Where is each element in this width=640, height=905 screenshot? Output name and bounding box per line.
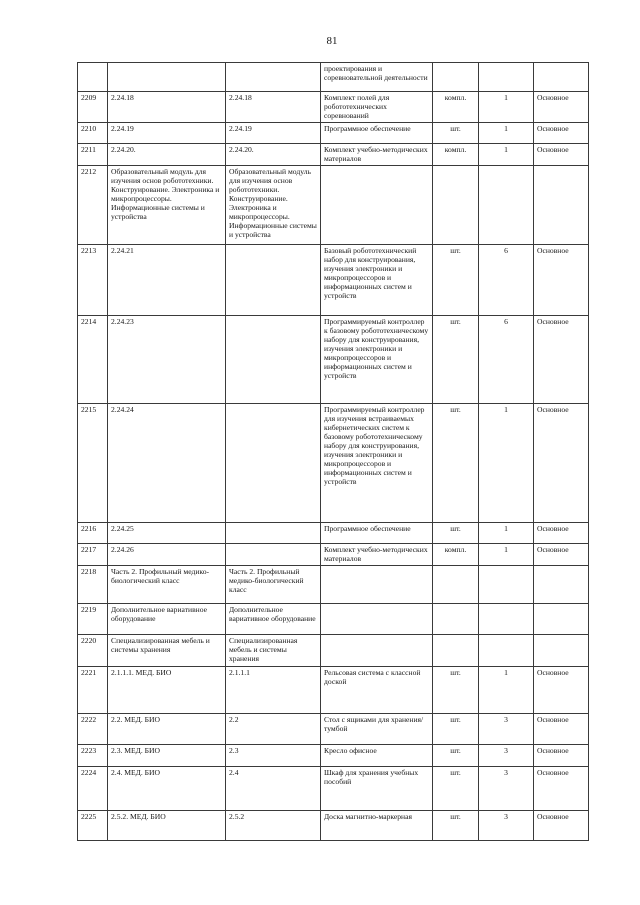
unit-cell — [433, 635, 479, 667]
code-cell: 2.24.25 — [108, 523, 226, 544]
code-2-cell: 2.3 — [226, 745, 321, 767]
unit-cell: шт. — [433, 667, 479, 714]
quantity-cell: 1 — [479, 544, 534, 566]
quantity-cell: 3 — [479, 767, 534, 811]
code-2-cell: 2.4 — [226, 767, 321, 811]
category-cell: Основное — [534, 745, 589, 767]
row-number-cell: 2214 — [78, 316, 108, 404]
name-cell: Комплект полей для робототехнических соревнований — [321, 92, 433, 123]
category-cell — [534, 166, 589, 245]
name-cell: Программируемый контроллер для изучения встраиваемых кибернетических систем к базовому робототехническому набору для конструирования, изучения электроники и микропроцессоров и информационных систем и устройств — [321, 404, 433, 523]
code-2-cell: 2.24.18 — [226, 92, 321, 123]
unit-cell: шт. — [433, 123, 479, 144]
code-cell: Специализированная мебель и системы хранения — [108, 635, 226, 667]
table-row — [78, 404, 589, 523]
quantity-cell — [479, 63, 534, 92]
name-cell: Доска магнитно-маркерная — [321, 811, 433, 841]
row-number-cell: 2223 — [78, 745, 108, 767]
category-cell: Основное — [534, 245, 589, 316]
name-cell: Шкаф для хранения учебных пособий — [321, 767, 433, 811]
name-cell: Кресло офисное — [321, 745, 433, 767]
quantity-cell: 6 — [479, 245, 534, 316]
row-number-cell: 2216 — [78, 523, 108, 544]
row-number-cell: 2225 — [78, 811, 108, 841]
equipment-table — [77, 62, 589, 841]
category-cell: Основное — [534, 714, 589, 745]
category-cell: Основное — [534, 92, 589, 123]
code-cell: 2.4. МЕД. БИО — [108, 767, 226, 811]
code-2-cell: Образовательный модуль для изучения основ робототехники. Конструирование. Электроника и микропроцессоры. Информационные системы и устройства — [226, 166, 321, 245]
unit-cell: шт. — [433, 404, 479, 523]
category-cell — [534, 604, 589, 635]
category-cell — [534, 63, 589, 92]
code-2-cell: 2.24.20. — [226, 144, 321, 166]
table-row — [78, 544, 589, 566]
code-cell: 2.24.26 — [108, 544, 226, 566]
table-row — [78, 714, 589, 745]
code-2-cell — [226, 316, 321, 404]
code-2-cell: Специализированная мебель и системы хранения — [226, 635, 321, 667]
unit-cell: шт. — [433, 767, 479, 811]
quantity-cell: 1 — [479, 144, 534, 166]
row-number-cell: 2219 — [78, 604, 108, 635]
category-cell: Основное — [534, 544, 589, 566]
row-number-cell: 2220 — [78, 635, 108, 667]
code-cell: 2.24.24 — [108, 404, 226, 523]
unit-cell — [433, 566, 479, 604]
table-row — [78, 245, 589, 316]
code-cell: 2.24.21 — [108, 245, 226, 316]
code-cell — [108, 63, 226, 92]
table-row — [78, 123, 589, 144]
table-row — [78, 523, 589, 544]
code-2-cell — [226, 404, 321, 523]
table-row — [78, 166, 589, 245]
category-cell: Основное — [534, 667, 589, 714]
code-cell: 2.3. МЕД. БИО — [108, 745, 226, 767]
quantity-cell: 1 — [479, 92, 534, 123]
name-cell: Базовый робототехнический набор для конструирования, изучения электроники и микропроцессоров и информационных систем и устройств — [321, 245, 433, 316]
unit-cell — [433, 604, 479, 635]
category-cell — [534, 635, 589, 667]
name-cell — [321, 166, 433, 245]
code-2-cell — [226, 63, 321, 92]
unit-cell: компл. — [433, 92, 479, 123]
category-cell: Основное — [534, 123, 589, 144]
quantity-cell — [479, 566, 534, 604]
name-cell — [321, 566, 433, 604]
code-cell: Образовательный модуль для изучения основ робототехники. Конструирование. Электроника и микропроцессоры. Информационные системы и устройства — [108, 166, 226, 245]
code-2-cell: Часть 2. Профильный медико-биологический класс — [226, 566, 321, 604]
quantity-cell: 1 — [479, 123, 534, 144]
page-number: 81 — [326, 35, 338, 47]
category-cell: Основное — [534, 767, 589, 811]
name-cell — [321, 604, 433, 635]
quantity-cell — [479, 604, 534, 635]
row-number-cell — [78, 63, 108, 92]
code-2-cell — [226, 523, 321, 544]
unit-cell: компл. — [433, 544, 479, 566]
code-cell: Часть 2. Профильный медико-биологический класс — [108, 566, 226, 604]
row-number-cell: 2218 — [78, 566, 108, 604]
code-2-cell: 2.1.1.1 — [226, 667, 321, 714]
table-row — [78, 635, 589, 667]
code-2-cell: Дополнительное вариативное оборудование — [226, 604, 321, 635]
table-row — [78, 316, 589, 404]
unit-cell: компл. — [433, 144, 479, 166]
quantity-cell — [479, 635, 534, 667]
code-2-cell: 2.5.2 — [226, 811, 321, 841]
name-cell: Комплект учебно-методических материалов — [321, 144, 433, 166]
quantity-cell: 1 — [479, 667, 534, 714]
name-cell: Комплект учебно-методических материалов — [321, 544, 433, 566]
table-row — [78, 745, 589, 767]
row-number-cell: 2221 — [78, 667, 108, 714]
category-cell: Основное — [534, 811, 589, 841]
row-number-cell: 2217 — [78, 544, 108, 566]
code-cell: 2.2. МЕД. БИО — [108, 714, 226, 745]
table-row — [78, 811, 589, 841]
name-cell: Рельсовая система с классной доской — [321, 667, 433, 714]
row-number-cell: 2215 — [78, 404, 108, 523]
quantity-cell: 3 — [479, 811, 534, 841]
row-number-cell: 2210 — [78, 123, 108, 144]
code-cell: 2.24.18 — [108, 92, 226, 123]
row-number-cell: 2222 — [78, 714, 108, 745]
unit-cell: шт. — [433, 523, 479, 544]
unit-cell: шт. — [433, 811, 479, 841]
quantity-cell: 3 — [479, 714, 534, 745]
quantity-cell: 6 — [479, 316, 534, 404]
code-cell: 2.24.20. — [108, 144, 226, 166]
table-row — [78, 767, 589, 811]
code-cell: 2.1.1.1. МЕД. БИО — [108, 667, 226, 714]
table-row — [78, 144, 589, 166]
code-cell: 2.5.2. МЕД. БИО — [108, 811, 226, 841]
unit-cell: шт. — [433, 245, 479, 316]
row-number-cell: 2212 — [78, 166, 108, 245]
unit-cell: шт. — [433, 745, 479, 767]
row-number-cell: 2213 — [78, 245, 108, 316]
row-number-cell: 2211 — [78, 144, 108, 166]
code-2-cell: 2.24.19 — [226, 123, 321, 144]
table-row — [78, 667, 589, 714]
category-cell: Основное — [534, 404, 589, 523]
quantity-cell: 1 — [479, 523, 534, 544]
name-cell: проектирования и соревновательной деятельности — [321, 63, 433, 92]
code-2-cell — [226, 544, 321, 566]
unit-cell: шт. — [433, 714, 479, 745]
category-cell — [534, 566, 589, 604]
category-cell: Основное — [534, 523, 589, 544]
category-cell: Основное — [534, 316, 589, 404]
table-row — [78, 566, 589, 604]
row-number-cell: 2224 — [78, 767, 108, 811]
code-cell: 2.24.23 — [108, 316, 226, 404]
table-row — [78, 604, 589, 635]
quantity-cell: 3 — [479, 745, 534, 767]
unit-cell: шт. — [433, 316, 479, 404]
unit-cell — [433, 63, 479, 92]
category-cell: Основное — [534, 144, 589, 166]
code-2-cell: 2.2 — [226, 714, 321, 745]
code-cell: Дополнительное вариативное оборудование — [108, 604, 226, 635]
table-row — [78, 63, 589, 92]
code-cell: 2.24.19 — [108, 123, 226, 144]
unit-cell — [433, 166, 479, 245]
row-number-cell: 2209 — [78, 92, 108, 123]
name-cell: Программируемый контроллер к базовому робототехническому набору для конструирования, изучения электроники и микропроцессоров и информационных систем и устройств — [321, 316, 433, 404]
name-cell: Программное обеспечение — [321, 523, 433, 544]
name-cell: Программное обеспечение — [321, 123, 433, 144]
name-cell — [321, 635, 433, 667]
name-cell: Стол с ящиками для хранения/тумбой — [321, 714, 433, 745]
table-row — [78, 92, 589, 123]
quantity-cell — [479, 166, 534, 245]
quantity-cell: 1 — [479, 404, 534, 523]
code-2-cell — [226, 245, 321, 316]
